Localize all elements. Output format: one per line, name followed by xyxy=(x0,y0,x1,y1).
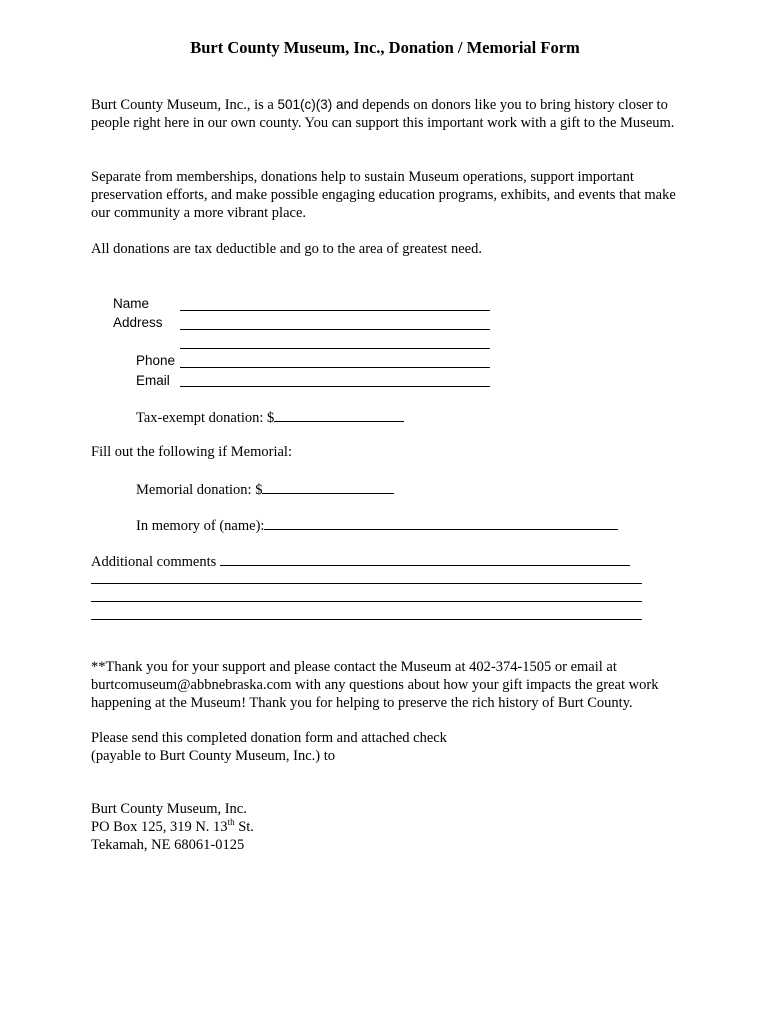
tax-exempt-donation-label: Tax-exempt donation: $ xyxy=(136,410,275,426)
intro-paragraph-3: All donations are tax deductible and go to the area of greatest need. xyxy=(91,241,482,257)
memorial-donation-label: Memorial donation: $ xyxy=(136,482,263,498)
in-memory-name-field[interactable] xyxy=(264,516,618,530)
name-label: Name xyxy=(113,296,150,311)
intro-paragraph-1: Burt County Museum, Inc., is a 501(c)(3) and depends on donors like you to bring history closer to people right here in our own county. You can support this important work with a gift to the Museum. xyxy=(91,97,675,131)
thank-you-paragraph: **Thank you for your support and please contact the Museum at 402-374-1505 or email at burtcomuseum@abbnebraska.com with any questions about how your gift impacts the great work happening at the Museum! Thank you for helping to preserve the rich history of Burt County. xyxy=(91,659,659,711)
form-title: Burt County Museum, Inc., Donation / Memorial Form xyxy=(190,38,580,57)
address-label: Address xyxy=(113,315,163,330)
phone-field[interactable] xyxy=(180,367,490,368)
comments-row xyxy=(91,552,630,571)
memorial-donation-row xyxy=(136,480,394,499)
comments-field-line-2[interactable] xyxy=(91,583,642,584)
tax-exempt-donation-field[interactable] xyxy=(274,408,404,422)
send-instructions-line-1: Please send this completed donation form and attached check xyxy=(91,730,447,746)
in-memory-row xyxy=(136,516,618,535)
email-label: Email xyxy=(136,373,170,388)
intro-paragraph-2: Separate from memberships, donations help to sustain Museum operations, support important preservation efforts, and make possible engaging education programs, exhibits, and events that make our community a more vibrant place. xyxy=(91,169,676,221)
comments-label: Additional comments xyxy=(91,554,217,570)
tax-status-code: 501(c)(3) and xyxy=(277,97,359,112)
in-memory-label: In memory of (name): xyxy=(136,518,265,534)
mailing-address-street: PO Box 125, 319 N. 13th St. xyxy=(91,817,254,835)
send-instructions-line-2: (payable to Burt County Museum, Inc.) to xyxy=(91,748,336,764)
comments-field-line-4[interactable] xyxy=(91,619,642,620)
memorial-heading: Fill out the following if Memorial: xyxy=(91,444,292,460)
address-field-line-2[interactable] xyxy=(180,348,490,349)
phone-label: Phone xyxy=(136,353,176,368)
address-field-line-1[interactable] xyxy=(180,329,490,330)
name-field[interactable] xyxy=(180,310,490,311)
comments-field-line-3[interactable] xyxy=(91,601,642,602)
mailing-address-city: Tekamah, NE 68061-0125 xyxy=(91,837,245,853)
mailing-address-org: Burt County Museum, Inc. xyxy=(91,801,247,817)
comments-field-line-1[interactable] xyxy=(220,552,630,566)
memorial-donation-field[interactable] xyxy=(262,480,394,494)
tax-exempt-donation-row xyxy=(136,408,404,427)
email-field[interactable] xyxy=(180,386,490,387)
